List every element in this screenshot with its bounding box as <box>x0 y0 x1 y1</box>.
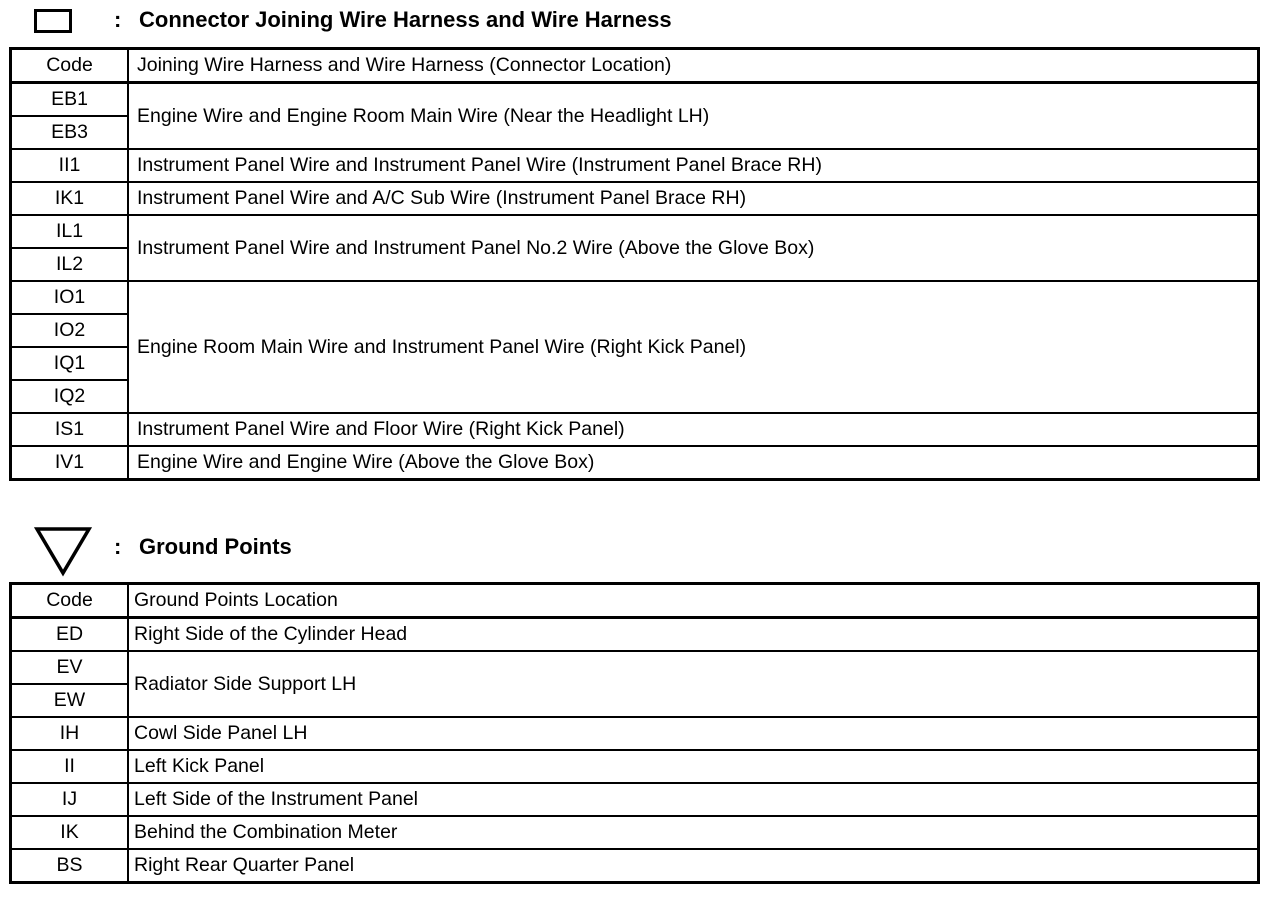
code-cell: II1 <box>11 149 128 182</box>
code-cell: IL1 <box>11 215 128 248</box>
connector-header-code: Code <box>11 49 128 83</box>
connector-section-title: Connector Joining Wire Harness and Wire Harness <box>139 7 672 32</box>
table-row <box>11 83 1258 117</box>
code-cell: EV <box>11 651 128 684</box>
location-cell: Engine Wire and Engine Room Main Wire (Near the Headlight LH) <box>128 83 1258 150</box>
ground-colon: : <box>114 534 122 559</box>
ground-table <box>10 583 1259 883</box>
table-row <box>11 816 1258 849</box>
location-cell: Instrument Panel Wire and Instrument Panel Wire (Instrument Panel Brace RH) <box>128 149 1258 182</box>
table-row <box>11 717 1258 750</box>
table-row <box>11 651 1258 684</box>
code-cell: IK <box>11 816 128 849</box>
location-cell: Engine Wire and Engine Wire (Above the Glove Box) <box>128 446 1258 479</box>
code-cell: IK1 <box>11 182 128 215</box>
ground-triangle-icon <box>34 526 92 578</box>
location-cell: Right Side of the Cylinder Head <box>128 618 1258 652</box>
code-cell: EW <box>11 684 128 717</box>
code-cell: IS1 <box>11 413 128 446</box>
code-cell: IO2 <box>11 314 128 347</box>
code-cell: IQ2 <box>11 380 128 413</box>
location-cell: Left Kick Panel <box>128 750 1258 783</box>
table-row <box>11 149 1258 182</box>
code-cell: IQ1 <box>11 347 128 380</box>
code-cell: BS <box>11 849 128 882</box>
location-cell: Engine Room Main Wire and Instrument Panel Wire (Right Kick Panel) <box>128 281 1258 413</box>
code-cell: IH <box>11 717 128 750</box>
location-cell: Left Side of the Instrument Panel <box>128 783 1258 816</box>
code-cell: IV1 <box>11 446 128 479</box>
ground-table-header <box>11 584 1258 618</box>
location-cell: Behind the Combination Meter <box>128 816 1258 849</box>
square-outline-icon <box>34 9 72 33</box>
location-cell: Radiator Side Support LH <box>128 651 1258 717</box>
code-cell: IL2 <box>11 248 128 281</box>
ground-header-description: Ground Points Location <box>128 584 1258 618</box>
code-cell: EB1 <box>11 83 128 117</box>
connector-header-description: Joining Wire Harness and Wire Harness (Connector Location) <box>128 49 1258 83</box>
table-row <box>11 281 1258 314</box>
code-cell: IJ <box>11 783 128 816</box>
location-cell: Instrument Panel Wire and Instrument Panel No.2 Wire (Above the Glove Box) <box>128 215 1258 281</box>
code-cell: EB3 <box>11 116 128 149</box>
code-cell: II <box>11 750 128 783</box>
connector-table <box>10 48 1259 480</box>
table-row <box>11 446 1258 479</box>
connector-table-header <box>11 49 1258 83</box>
table-row <box>11 215 1258 248</box>
code-cell: IO1 <box>11 281 128 314</box>
code-cell: ED <box>11 618 128 652</box>
table-row <box>11 783 1258 816</box>
table-row <box>11 182 1258 215</box>
location-cell: Cowl Side Panel LH <box>128 717 1258 750</box>
table-row <box>11 413 1258 446</box>
ground-section-title: Ground Points <box>139 534 292 559</box>
table-row <box>11 849 1258 882</box>
connector-colon: : <box>114 7 122 32</box>
location-cell: Instrument Panel Wire and Floor Wire (Right Kick Panel) <box>128 413 1258 446</box>
ground-header-code: Code <box>11 584 128 618</box>
location-cell: Right Rear Quarter Panel <box>128 849 1258 882</box>
table-row <box>11 618 1258 652</box>
table-row <box>11 750 1258 783</box>
location-cell: Instrument Panel Wire and A/C Sub Wire (Instrument Panel Brace RH) <box>128 182 1258 215</box>
